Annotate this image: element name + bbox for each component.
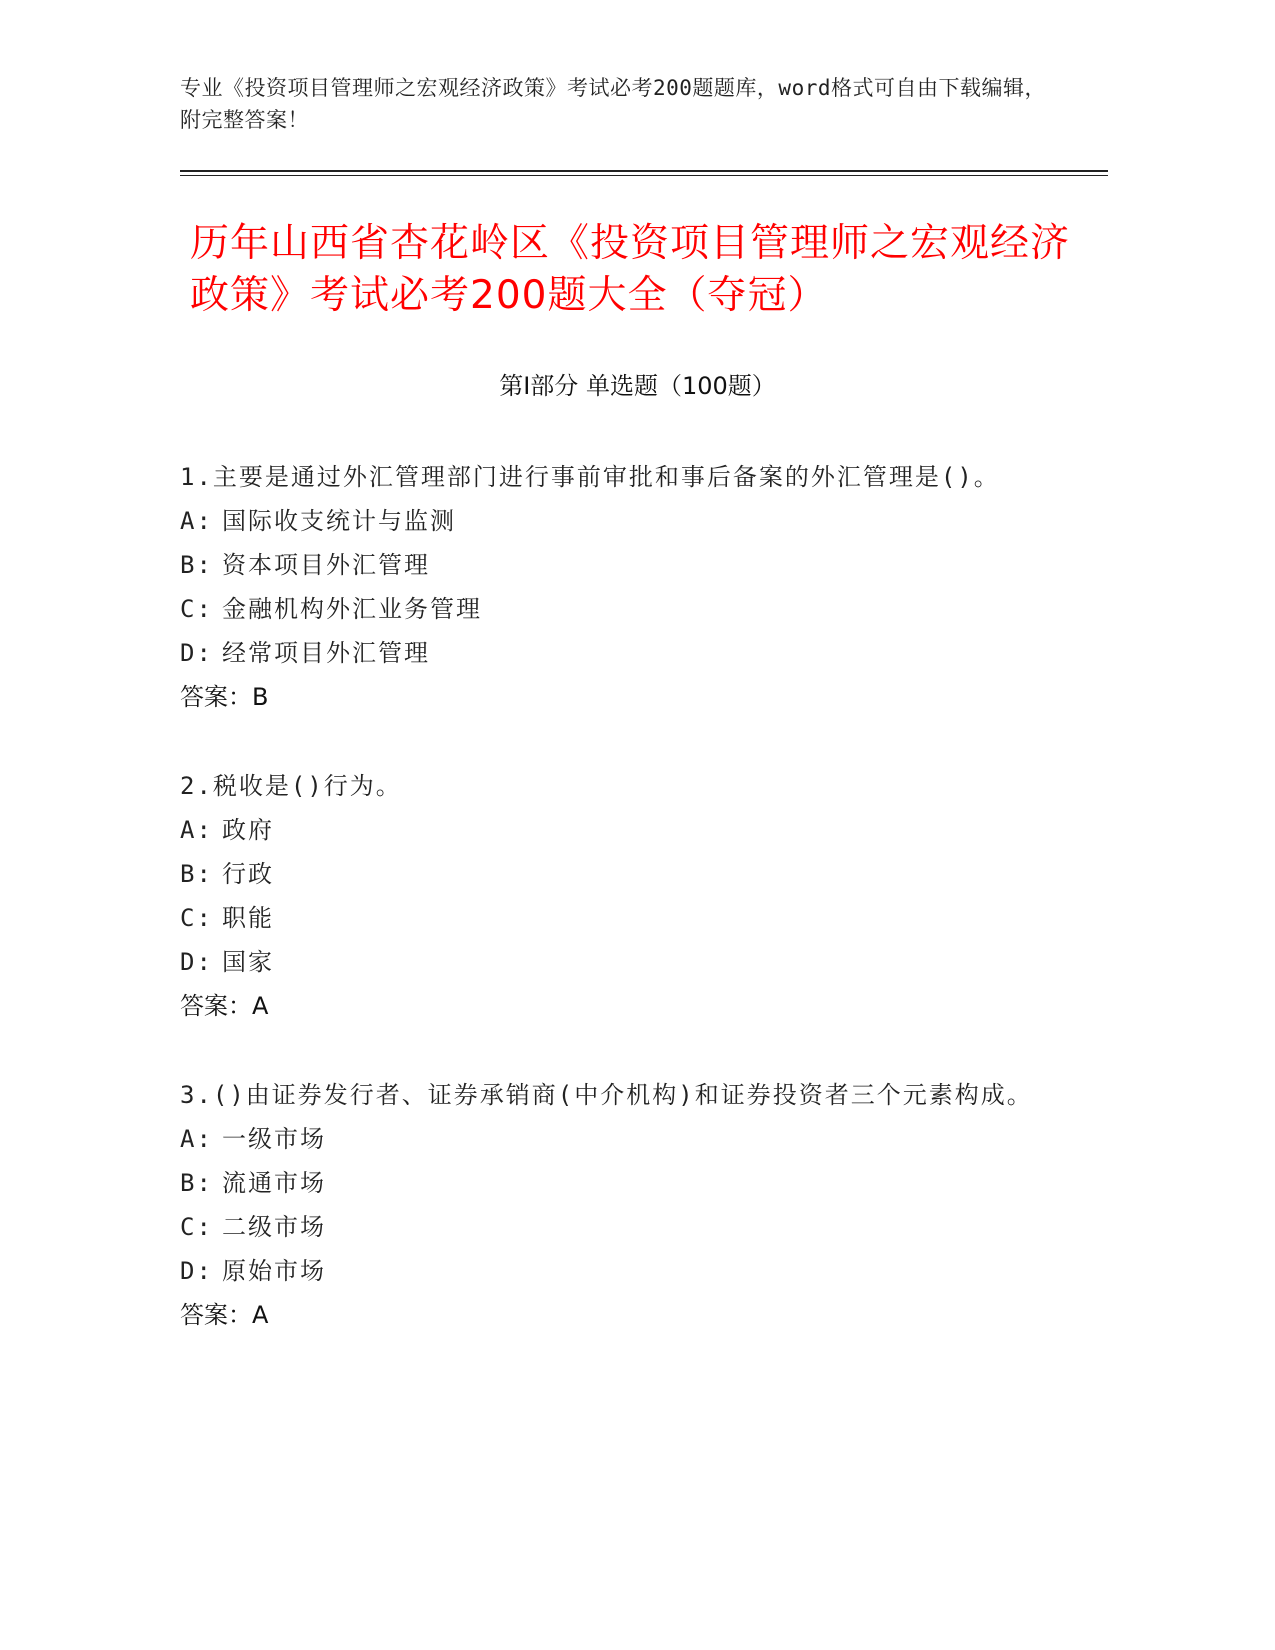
section-title: 第I部分 单选题（100题） bbox=[499, 372, 776, 400]
option-a bbox=[180, 808, 1060, 852]
question-list bbox=[180, 455, 1060, 1382]
option-text: 一级市场 bbox=[222, 1125, 326, 1153]
option-letter: B: bbox=[180, 860, 213, 888]
option-text: 职能 bbox=[222, 904, 274, 932]
option-text: 流通市场 bbox=[222, 1169, 326, 1197]
answer-line: 答案：A bbox=[180, 1301, 269, 1329]
option-letter: A: bbox=[180, 816, 213, 844]
answer-line: 答案：A bbox=[180, 992, 269, 1020]
option-text: 国际收支统计与监测 bbox=[222, 507, 456, 535]
option-letter: C: bbox=[180, 595, 213, 623]
question-3 bbox=[180, 1073, 1060, 1337]
option-c bbox=[180, 896, 1060, 940]
option-text: 国家 bbox=[222, 948, 274, 976]
option-letter: A: bbox=[180, 507, 213, 535]
option-b bbox=[180, 543, 1060, 587]
option-text: 经常项目外汇管理 bbox=[222, 639, 430, 667]
option-letter: D: bbox=[180, 1257, 213, 1285]
option-letter: D: bbox=[180, 639, 213, 667]
option-letter: B: bbox=[180, 551, 213, 579]
question-stem: 3.()由证券发行者、证券承销商(中介机构)和证券投资者三个元素构成。 bbox=[180, 1081, 1033, 1109]
header-rule-thick bbox=[180, 170, 1108, 172]
option-c bbox=[180, 587, 1060, 631]
document-title: 历年山西省杏花岭区《投资项目管理师之宏观经济政策》考试必考200题大全（夺冠） bbox=[190, 221, 1071, 318]
option-a bbox=[180, 1117, 1060, 1161]
option-d bbox=[180, 631, 1060, 675]
header-rule-thin bbox=[180, 175, 1108, 176]
header-note: 专业《投资项目管理师之宏观经济政策》考试必考200题题库，word格式可自由下载编辑，附完整答案！ bbox=[180, 76, 1046, 132]
option-c bbox=[180, 1205, 1060, 1249]
question-stem: 2.税收是()行为。 bbox=[180, 772, 402, 800]
option-letter: B: bbox=[180, 1169, 213, 1197]
option-b bbox=[180, 852, 1060, 896]
option-a bbox=[180, 499, 1060, 543]
option-text: 原始市场 bbox=[222, 1257, 326, 1285]
option-text: 政府 bbox=[222, 816, 274, 844]
option-letter: C: bbox=[180, 1213, 213, 1241]
answer-line: 答案：B bbox=[180, 683, 269, 711]
option-text: 行政 bbox=[222, 860, 274, 888]
option-text: 二级市场 bbox=[222, 1213, 326, 1241]
option-text: 金融机构外汇业务管理 bbox=[222, 595, 482, 623]
question-stem: 1.主要是通过外汇管理部门进行事前审批和事后备案的外汇管理是()。 bbox=[180, 463, 1000, 491]
option-letter: A: bbox=[180, 1125, 213, 1153]
option-d bbox=[180, 1249, 1060, 1293]
question-1 bbox=[180, 455, 1060, 719]
option-letter: C: bbox=[180, 904, 213, 932]
option-letter: D: bbox=[180, 948, 213, 976]
option-d bbox=[180, 940, 1060, 984]
question-2 bbox=[180, 764, 1060, 1028]
option-text: 资本项目外汇管理 bbox=[222, 551, 430, 579]
option-b bbox=[180, 1161, 1060, 1205]
